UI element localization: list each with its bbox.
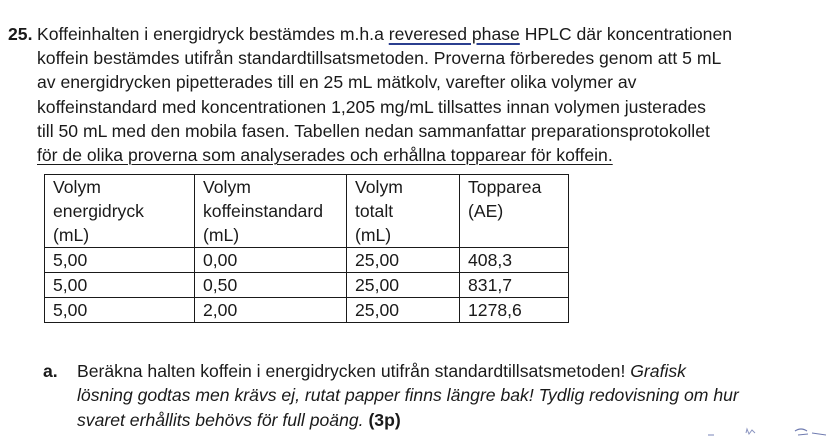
header-cell-volume-energy-drink [45, 175, 195, 248]
table-cell: 5,00 [45, 298, 195, 323]
subquestion-line-1-italic: Grafisk [630, 361, 686, 381]
subquestion-label: a. [43, 361, 58, 381]
question-line-6: för de olika proverna som analyserades och erhållna topparear för koffein. [37, 145, 613, 166]
question-line-3: av energidrycken pipetterades till en 25 mL mätkolv, varefter olika volymer av [37, 72, 637, 93]
table-cell: 25,00 [347, 298, 460, 323]
table-row [45, 248, 569, 273]
question-line-1-pre: Koffeinhalten i energidryck bestämdes m.h.a [37, 24, 389, 44]
table-cell: 5,00 [45, 273, 195, 298]
question-line-4: koffeinstandard med koncentrationen 1,205 mg/mL tillsattes innan volymen justerades [37, 96, 706, 117]
subquestion-line-1 [77, 359, 817, 383]
header-cell-peak-area [460, 175, 569, 248]
question-number: 25. [8, 24, 33, 44]
table-cell: 1278,6 [460, 298, 569, 323]
question-text [37, 22, 821, 167]
header-text: (AE) [468, 201, 504, 221]
header-text: Topparea [468, 177, 542, 197]
question-line-5: till 50 mL med den mobila fasen. Tabellen nedan sammanfattar preparationsprotokollet [37, 120, 710, 141]
header-cell-volume-total [347, 175, 460, 248]
table-row [45, 273, 569, 298]
table-cell: 2,00 [195, 298, 347, 323]
header-text: (mL) [53, 225, 90, 245]
table-row [45, 298, 569, 323]
table-cell: 25,00 [347, 273, 460, 298]
handwritten-underline-phrase: reveresed phase [388, 24, 520, 44]
question-line-1-post: HPLC där koncentrationen [519, 24, 733, 44]
points-label: (3p) [368, 409, 401, 430]
table-cell: 5,00 [45, 248, 195, 273]
subquestion-line-2: lösning godtas men krävs ej, rutat papper finns längre bak! Tydlig redovisning om hur [77, 385, 739, 406]
table-cell: 25,00 [347, 248, 460, 273]
table-cell: 408,3 [460, 248, 569, 273]
header-text: Volym [203, 177, 251, 197]
table-cell: 0,50 [195, 273, 347, 298]
subquestion-line-3-italic: svaret erhållits behövs för full poäng. [77, 409, 364, 430]
subquestion-line-1-normal: Beräkna halten koffein i energidrycken utifrån standardtillsatsmetoden! [77, 361, 631, 381]
question-line-2: koffein bestämdes utifrån standardtillsatsmetoden. Proverna förberedes genom att 5 mL [37, 48, 722, 69]
header-text-empty [468, 223, 564, 247]
header-text: Volym [53, 177, 101, 197]
table-header-row [45, 175, 569, 248]
header-cell-volume-caffeine-standard [195, 175, 347, 248]
handwritten-pencil-marks [700, 418, 829, 437]
header-text: totalt [355, 201, 394, 221]
header-text: (mL) [203, 225, 240, 245]
header-text: (mL) [355, 225, 392, 245]
table-cell: 0,00 [195, 248, 347, 273]
preparation-table [44, 174, 569, 323]
header-text: koffeinstandard [203, 201, 323, 221]
question-line-1 [37, 22, 821, 46]
header-text: energidryck [53, 201, 144, 221]
table-cell: 831,7 [460, 273, 569, 298]
header-text: Volym [355, 177, 403, 197]
